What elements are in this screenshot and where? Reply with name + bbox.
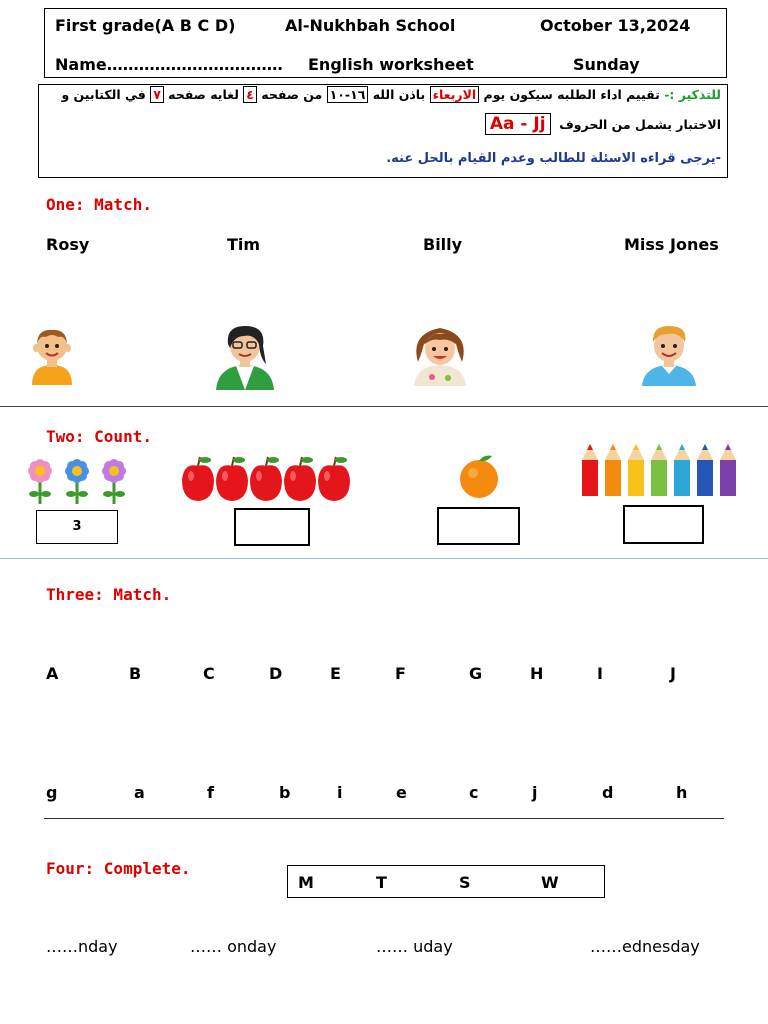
- reminder-line-1: للتذكير :- تقييم اداء الطلبه سيكون يوم الاربعاء باذن الله ١٦-١٠ من صفحه ٤ لغايه صفحه ٧ في الكتابين و: [61, 87, 721, 102]
- lower-letter: i: [337, 783, 343, 802]
- boy-picture-2: [638, 320, 700, 386]
- bank-letter: S: [459, 873, 471, 892]
- upper-letter: D: [269, 664, 283, 683]
- match-name-rosy: Rosy: [46, 235, 90, 254]
- upper-letter: F: [395, 664, 406, 683]
- match-name-miss-jones: Miss Jones: [624, 235, 719, 254]
- lower-letter: b: [279, 783, 291, 802]
- lower-letter: f: [207, 783, 214, 802]
- date-label: October 13,2024: [540, 16, 691, 35]
- day-label: Sunday: [573, 55, 640, 74]
- reminder-line-2: الاختبار يشمل من الحروف Aa - Jj: [485, 114, 721, 134]
- flowers-picture: [24, 456, 134, 506]
- complete-word-1: ……nday: [46, 937, 118, 956]
- lower-letter: d: [602, 783, 614, 802]
- apples-picture: [180, 454, 356, 504]
- arabic-reminder-box: [38, 84, 728, 178]
- grade-label: First grade(A B C D): [55, 16, 236, 35]
- student-name-field: Name……………………………: [55, 55, 283, 74]
- bank-letter: T: [376, 873, 387, 892]
- lower-letter: a: [134, 783, 145, 802]
- lower-letter: c: [469, 783, 479, 802]
- upper-letter: A: [46, 664, 59, 683]
- section-one-title: One: Match.: [46, 195, 152, 214]
- count-answer-box-2[interactable]: [234, 508, 310, 546]
- lower-letter: h: [676, 783, 688, 802]
- upper-letter: H: [530, 664, 544, 683]
- section-divider-2: [0, 558, 768, 559]
- section-four-title: Four: Complete.: [46, 859, 191, 878]
- pencils-picture: [580, 444, 744, 498]
- count-answer-box-1[interactable]: 3: [36, 510, 118, 544]
- reminder-line-3: -يرجى قراءه الاسئلة للطالب وعدم القيام بالحل عنه.: [386, 151, 721, 166]
- section-divider-3: [44, 818, 724, 819]
- upper-letter: E: [330, 664, 341, 683]
- school-name: Al-Nukhbah School: [285, 16, 456, 35]
- match-name-tim: Tim: [227, 235, 261, 254]
- upper-letter: B: [129, 664, 142, 683]
- section-divider-1: [0, 406, 768, 407]
- lower-letter: e: [396, 783, 407, 802]
- man-teacher-picture: [214, 320, 276, 390]
- count-answer-box-4[interactable]: [623, 505, 704, 544]
- lower-letter: j: [532, 783, 538, 802]
- upper-letter: G: [469, 664, 483, 683]
- upper-letter: I: [597, 664, 603, 683]
- bank-letter: W: [541, 873, 559, 892]
- letter-bank-box: [287, 865, 605, 898]
- worksheet-header: [44, 8, 727, 78]
- complete-word-3: …… uday: [376, 937, 453, 956]
- match-name-billy: Billy: [423, 235, 463, 254]
- letters-range-box: Aa - Jj: [485, 113, 551, 135]
- complete-word-2: …… onday: [190, 937, 277, 956]
- section-two-title: Two: Count.: [46, 427, 152, 446]
- upper-letter: C: [203, 664, 215, 683]
- complete-word-4: ……ednesday: [590, 937, 700, 956]
- lower-letter: g: [46, 783, 58, 802]
- count-answer-box-3[interactable]: [437, 507, 520, 545]
- bank-letter: M: [298, 873, 314, 892]
- orange-picture: [456, 452, 502, 500]
- section-three-title: Three: Match.: [46, 585, 172, 604]
- boy-picture-1: [28, 325, 76, 385]
- girl-picture: [408, 322, 472, 386]
- subject-label: English worksheet: [308, 55, 474, 74]
- upper-letter: J: [670, 664, 676, 683]
